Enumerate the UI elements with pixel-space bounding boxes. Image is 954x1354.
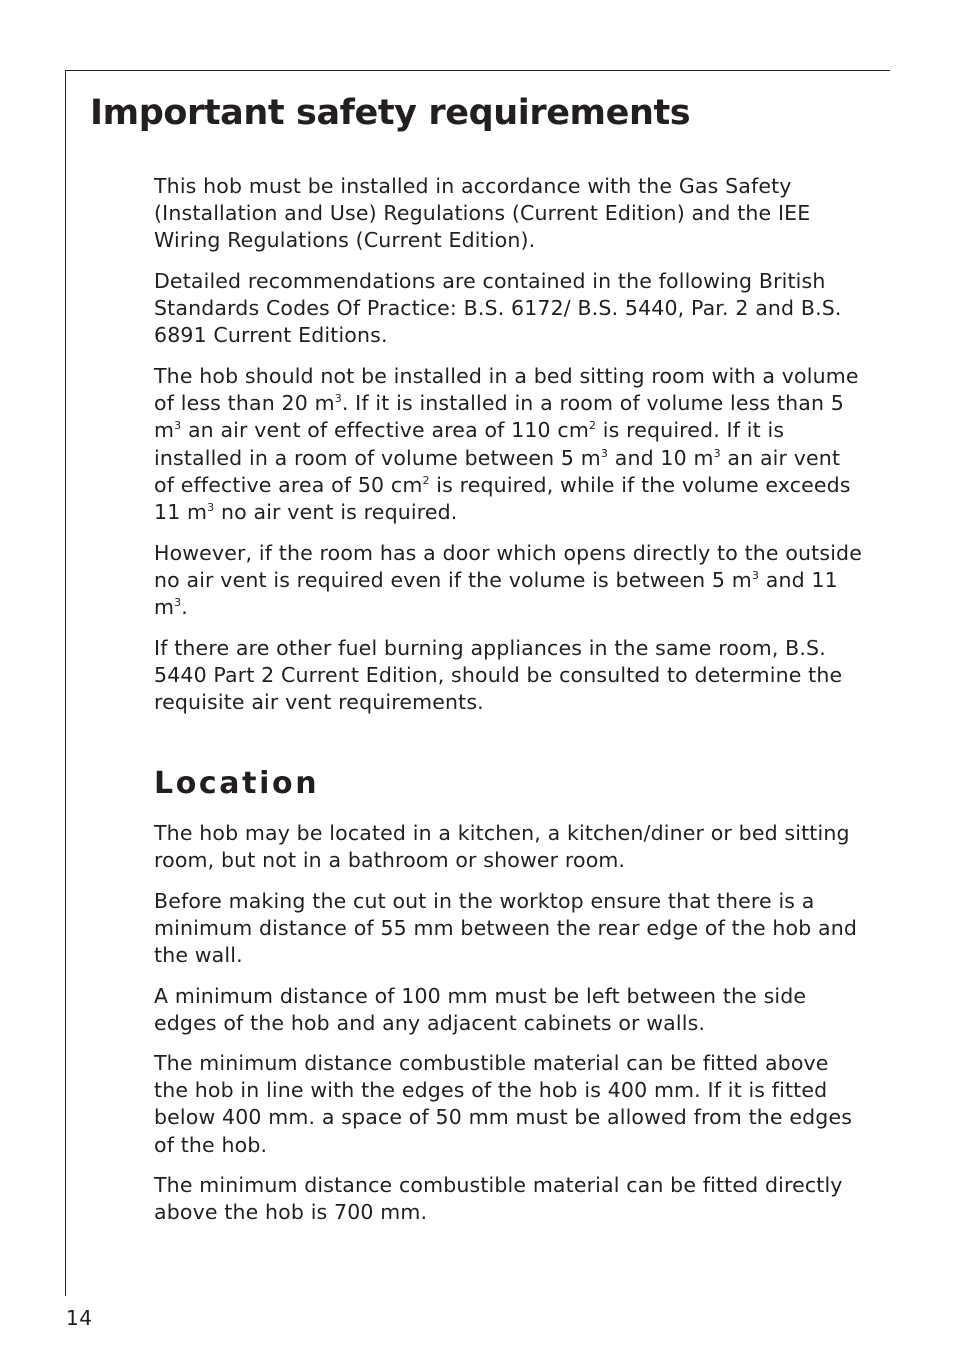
room-volume-text: an air vent of effective area of 50 cm: [154, 445, 841, 497]
british-standards-paragraph: Detailed recommendations are contained in the following British Standards Codes Of Practice: B.S. 6172/ B.S. 5440, Par. 2 and B.S. 6891 Current Editions.: [154, 269, 842, 348]
superscript: 3: [751, 569, 760, 583]
room-volume-text: is required, while if the volume exceeds 11 m: [154, 472, 851, 525]
superscript: 3: [174, 419, 182, 433]
room-volume-text: is required. If it is installed in a room of volume between 5 m: [154, 418, 785, 470]
gas-safety-regulations-paragraph: This hob must be installed in accordance with the Gas Safety (Installation and Use) Regulations (Current Edition) and the IEE Wiring Regulations (Current Edition).: [154, 174, 811, 253]
room-volume-paragraph: [154, 363, 862, 526]
room-volume-text: . If it is installed in a room of volume less than 5 m: [154, 391, 844, 443]
side-distance-paragraph: A minimum distance of 100 mm must be left between the side edges of the hob and any adjacent cabinets or walls.: [154, 984, 807, 1036]
room-volume-text: and 10 m: [608, 445, 714, 470]
location-rooms-paragraph: The hob may be located in a kitchen, a kitchen/diner or bed sitting room, but not in a bathroom or shower room.: [154, 821, 850, 873]
page-number: 14: [66, 1306, 93, 1330]
outside-door-text: and 11 m: [154, 568, 838, 620]
outside-door-text: However, if the room has a door which opens directly to the outside no air vent is required even if the volume is between 5 m: [154, 541, 862, 593]
cut-out-distance-paragraph: Before making the cut out in the worktop ensure that there is a minimum distance of 55 mm between the rear edge of the hob and the wall.: [154, 889, 858, 968]
room-volume-text: an air vent of effective area of 110 cm: [181, 418, 589, 443]
outside-door-paragraph: [154, 540, 862, 622]
superscript: 3: [334, 392, 342, 406]
superscript: 3: [174, 596, 182, 610]
outside-door-text: .: [181, 595, 188, 620]
room-volume-text: The hob should not be installed in a bed sitting room with a volume of less than 20 m: [154, 364, 859, 416]
location-heading: Location: [154, 766, 320, 801]
top-rule: [65, 70, 890, 71]
superscript: 2: [422, 473, 430, 487]
combustible-above-edges-paragraph: The minimum distance combustible material can be fitted above the hob in line with the edges of the hob is 400 mm. If it is fitted below 400 mm. a space of 50 mm must be allowed from the edges of the hob.: [154, 1051, 853, 1157]
fuel-appliances-paragraph: If there are other fuel burning appliances in the same room, B.S. 5440 Part 2 Current Edition, should be consulted to determine the requisite air vent requirements.: [154, 636, 843, 715]
room-volume-text: no air vent is required.: [214, 500, 458, 525]
superscript: 3: [713, 446, 721, 460]
page-title: Important safety requirements: [90, 93, 691, 133]
superscript: 3: [600, 446, 609, 460]
combustible-directly-above-paragraph: The minimum distance combustible material can be fitted directly above the hob is 700 mm.: [154, 1173, 843, 1225]
superscript: 3: [207, 501, 215, 515]
superscript: 2: [588, 419, 597, 433]
left-margin-rule: [65, 70, 66, 1296]
